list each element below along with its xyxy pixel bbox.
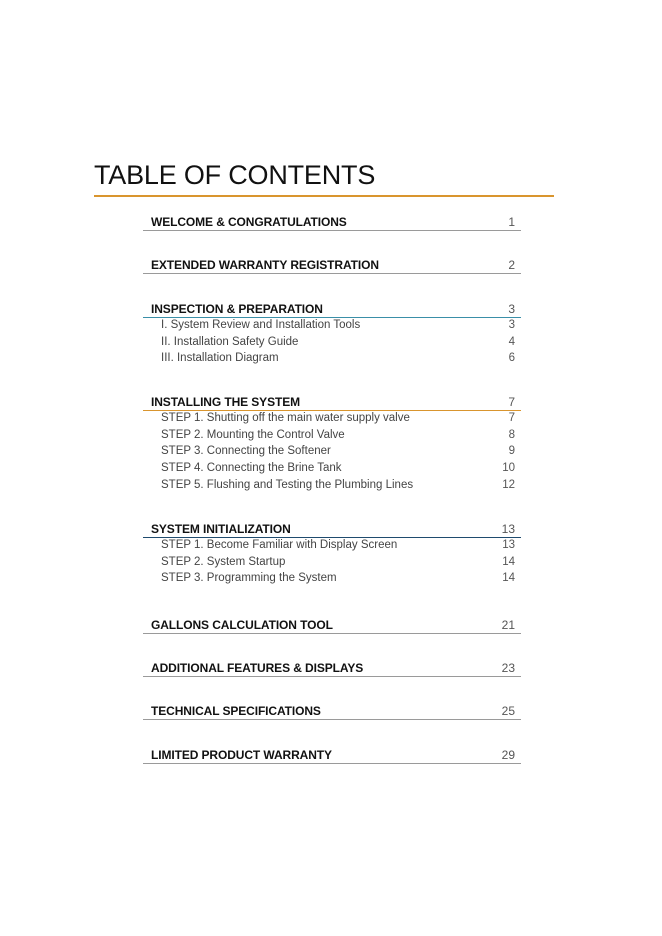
toc-page-number: 7: [508, 412, 515, 424]
toc-section-welcome: [143, 215, 521, 231]
toc-section-header[interactable]: [143, 661, 521, 677]
toc-subitem-title: III. Installation Diagram: [161, 352, 279, 365]
toc-page-number: 13: [502, 539, 515, 551]
toc-subitem[interactable]: [143, 318, 521, 335]
toc-subitem-title: II. Installation Safety Guide: [161, 335, 299, 348]
toc-section-title: ADDITIONAL FEATURES & DISPLAYS: [151, 661, 364, 675]
toc-section-title: INSPECTION & PREPARATION: [151, 302, 323, 316]
toc-page-number: 1: [508, 215, 515, 229]
toc-section-inspection: [143, 302, 521, 368]
toc-section-header[interactable]: [143, 522, 521, 538]
toc-subitem-title: STEP 3. Programming the System: [161, 572, 337, 585]
toc-page-number: 13: [501, 522, 515, 536]
toc-section-title: WELCOME & CONGRATULATIONS: [151, 215, 347, 229]
toc-subitem-title: STEP 4. Connecting the Brine Tank: [161, 462, 342, 475]
toc-page-number: 29: [501, 748, 515, 762]
toc-page-number: 3: [508, 302, 515, 316]
toc-page-number: 9: [508, 445, 515, 458]
toc-page-number: 14: [502, 572, 515, 585]
toc-page-number: 7: [508, 395, 515, 409]
toc-subitem[interactable]: [143, 555, 521, 572]
toc-subitem[interactable]: [143, 444, 521, 461]
toc-section-title: SYSTEM INITIALIZATION: [151, 522, 291, 536]
toc-subitem-title: STEP 1. Shutting off the main water supply valve: [161, 412, 410, 424]
toc-page-number: 4: [508, 335, 515, 348]
toc-section-limited-warranty: [143, 748, 521, 764]
toc-section-header[interactable]: [143, 618, 521, 634]
toc-subitem[interactable]: [143, 538, 521, 555]
toc-subitem[interactable]: [143, 571, 521, 588]
toc-section-header[interactable]: [143, 302, 521, 318]
toc-subitem[interactable]: [143, 335, 521, 352]
toc-page-number: 23: [501, 661, 515, 675]
toc-section-header[interactable]: [143, 215, 521, 231]
toc-section-title: LIMITED PRODUCT WARRANTY: [151, 748, 332, 762]
toc-section-additional-features: [143, 661, 521, 677]
toc-subitem[interactable]: [143, 411, 521, 428]
toc-section-technical-specs: [143, 704, 521, 720]
toc-section-title: INSTALLING THE SYSTEM: [151, 395, 301, 409]
toc-subitem-title: I. System Review and Installation Tools: [161, 319, 361, 331]
toc-subitem[interactable]: [143, 478, 521, 495]
toc-section-gallons-tool: [143, 618, 521, 634]
toc-page-number: 6: [508, 352, 515, 365]
toc-subitem[interactable]: [143, 461, 521, 478]
title-divider: [94, 195, 554, 197]
toc-section-initialization: [143, 522, 521, 588]
toc-section-installing: [143, 395, 521, 494]
toc-section-title: EXTENDED WARRANTY REGISTRATION: [151, 258, 379, 272]
toc-page-number: 8: [508, 428, 515, 441]
toc-section-header[interactable]: [143, 395, 521, 411]
toc-section-extended-warranty: [143, 258, 521, 274]
toc-section-header[interactable]: [143, 748, 521, 764]
toc-section-title: TECHNICAL SPECIFICATIONS: [151, 704, 321, 718]
toc-section-title: GALLONS CALCULATION TOOL: [151, 618, 333, 632]
toc-subitem-title: STEP 5. Flushing and Testing the Plumbing Lines: [161, 478, 414, 491]
toc-section-header[interactable]: [143, 258, 521, 274]
toc-subitem[interactable]: [143, 428, 521, 445]
toc-page-number: 25: [501, 704, 515, 718]
toc-page-number: 12: [502, 478, 515, 491]
toc-subitem-title: STEP 3. Connecting the Softener: [161, 445, 331, 458]
toc-subitem-title: STEP 1. Become Familiar with Display Screen: [161, 539, 398, 551]
toc-subitem[interactable]: [143, 351, 521, 368]
toc-page-number: 10: [502, 462, 515, 475]
toc-page-number: 2: [508, 258, 515, 272]
toc-subitem-title: STEP 2. System Startup: [161, 555, 286, 568]
toc-page-number: 21: [501, 618, 515, 632]
toc-page-number: 3: [508, 319, 515, 331]
toc-section-header[interactable]: [143, 704, 521, 720]
toc-subitem-title: STEP 2. Mounting the Control Valve: [161, 428, 345, 441]
toc-page-number: 14: [502, 555, 515, 568]
page-title: TABLE OF CONTENTS: [94, 160, 376, 190]
